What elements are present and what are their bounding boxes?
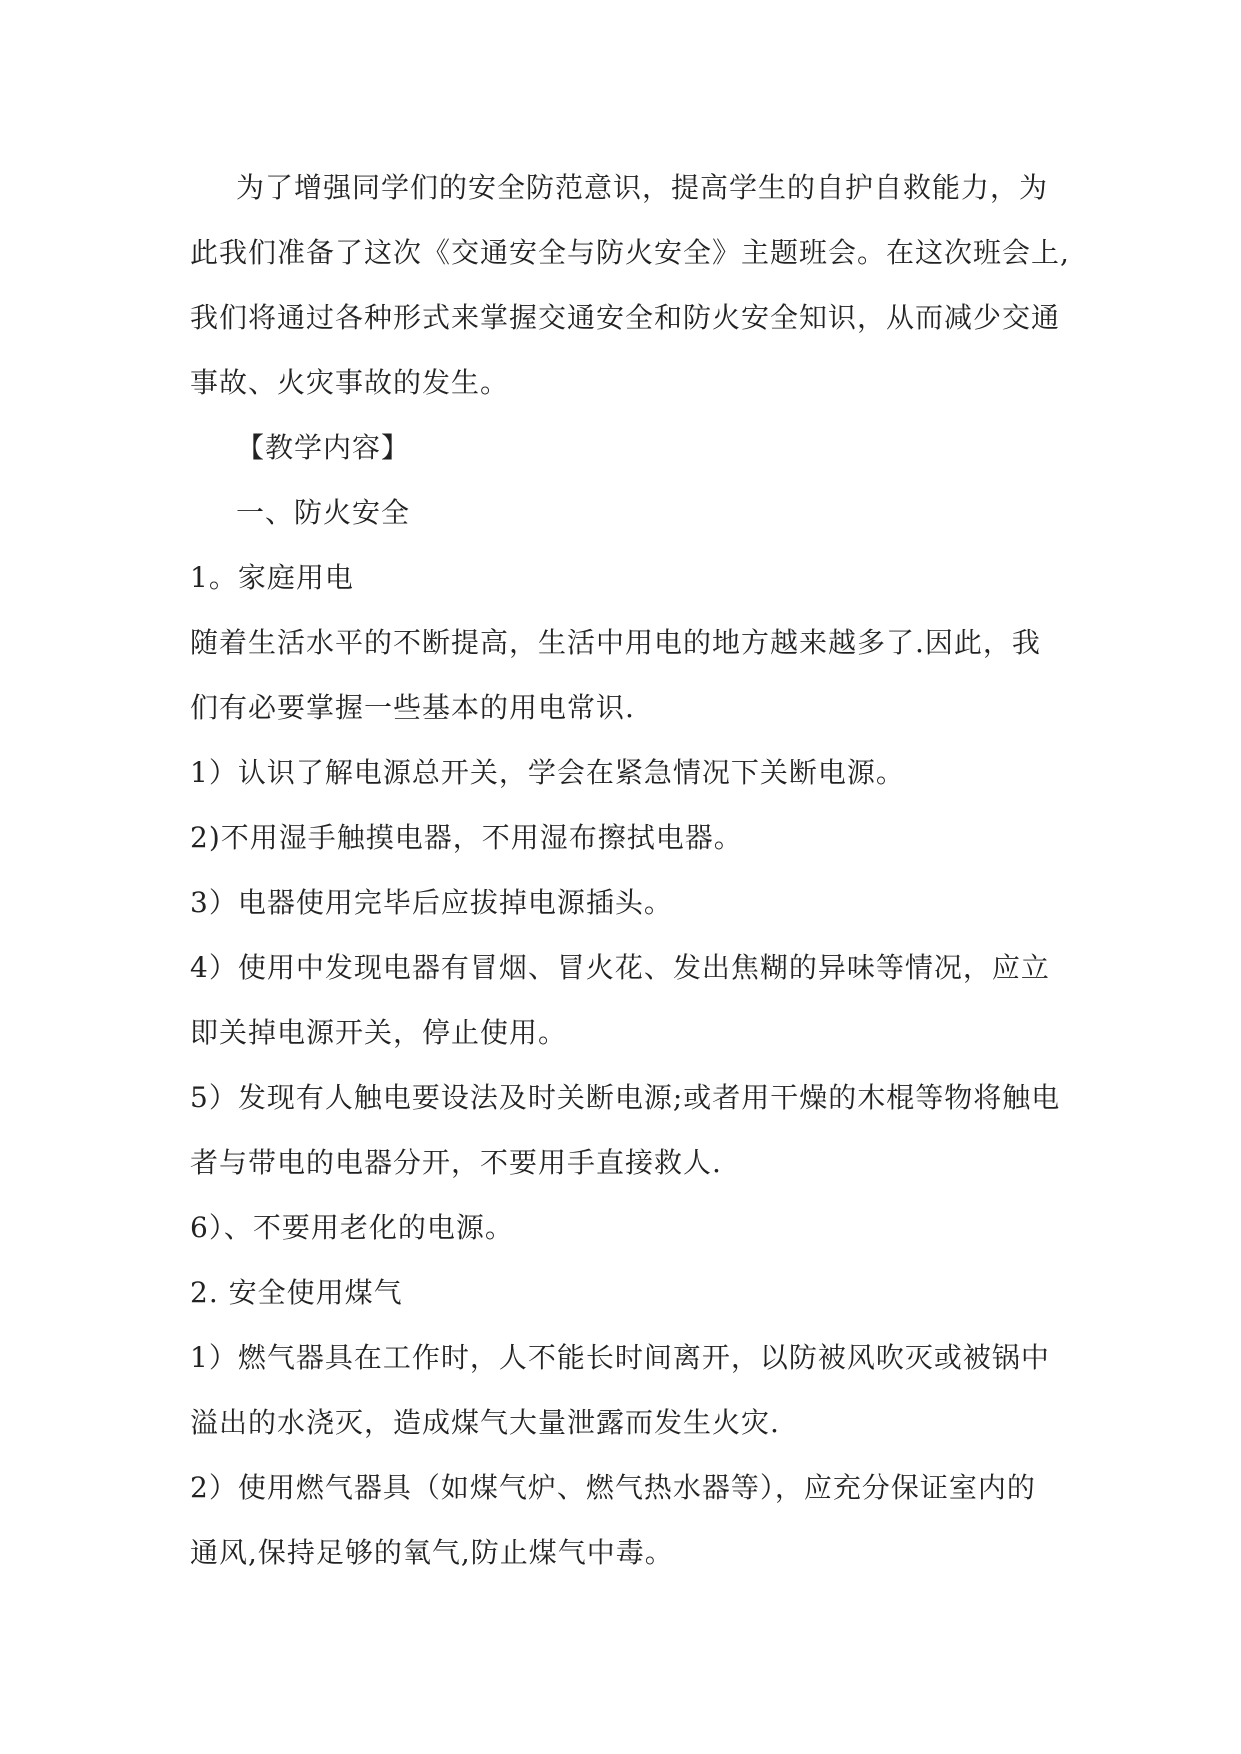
- point-line: 2）使用燃气器具（如煤气炉、燃气热水器等），应充分保证室内的: [190, 1471, 1036, 1504]
- intro-line: 为了增强同学们的安全防范意识，提高学生的自护自救能力，为: [236, 171, 1049, 204]
- point-line: 1）燃气器具在工作时，人不能长时间离开，以防被风吹灭或被锅中: [190, 1341, 1050, 1374]
- point-line: 即关掉电源开关，停止使用。: [190, 1016, 568, 1049]
- item-1-paragraph: [190, 610, 1070, 740]
- item-1-point-6: 6）、不要用老化的电源。: [190, 1211, 514, 1244]
- item-2-gas-safety: [190, 1260, 1070, 1585]
- intro-line: 我们将通过各种形式来掌握交通安全和防火安全知识，从而减少交通: [190, 301, 1061, 334]
- paragraph-line: 随着生活水平的不断提高，生活中用电的地方越来越多了.因此，我: [190, 626, 1041, 659]
- item-2-title: 2. 安全使用煤气: [190, 1276, 403, 1309]
- item-1-point-3: 3）电器使用完毕后应拔掉电源插头。: [190, 886, 673, 919]
- item-1-point-4: [190, 935, 1070, 1065]
- item-2-point-1: [190, 1325, 1070, 1455]
- document-body: [190, 155, 1070, 1585]
- intro-line: 此我们准备了这次《交通安全与防火安全》主题班会。在这次班会上,: [190, 236, 1070, 269]
- point-line: 通风,保持足够的氧气,防止煤气中毒。: [190, 1536, 674, 1569]
- intro-paragraph: [190, 155, 1070, 415]
- point-line: 5）发现有人触电要设法及时关断电源;或者用干燥的木棍等物将触电: [190, 1081, 1061, 1114]
- point-line: 者与带电的电器分开，不要用手直接救人.: [190, 1146, 722, 1179]
- item-1-household-electricity: [190, 545, 1070, 1260]
- point-line: 溢出的水浇灭，造成煤气大量泄露而发生火灾.: [190, 1406, 780, 1439]
- paragraph-line: 们有必要掌握一些基本的用电常识.: [190, 691, 635, 724]
- item-1-point-1: 1）认识了解电源总开关，学会在紧急情况下关断电源。: [190, 756, 905, 789]
- item-2-point-2: [190, 1455, 1070, 1585]
- section-heading: 【教学内容】: [236, 431, 411, 464]
- item-1-point-2: 2)不用湿手触摸电器，不用湿布擦拭电器。: [190, 821, 743, 854]
- part-one-heading: 一、防火安全: [236, 496, 411, 529]
- point-line: 4）使用中发现电器有冒烟、冒火花、发出焦糊的异味等情况，应立: [190, 951, 1050, 984]
- intro-line: 事故、火灾事故的发生。: [190, 366, 510, 399]
- item-1-title: 1。家庭用电: [190, 561, 354, 594]
- item-1-point-5: [190, 1065, 1070, 1195]
